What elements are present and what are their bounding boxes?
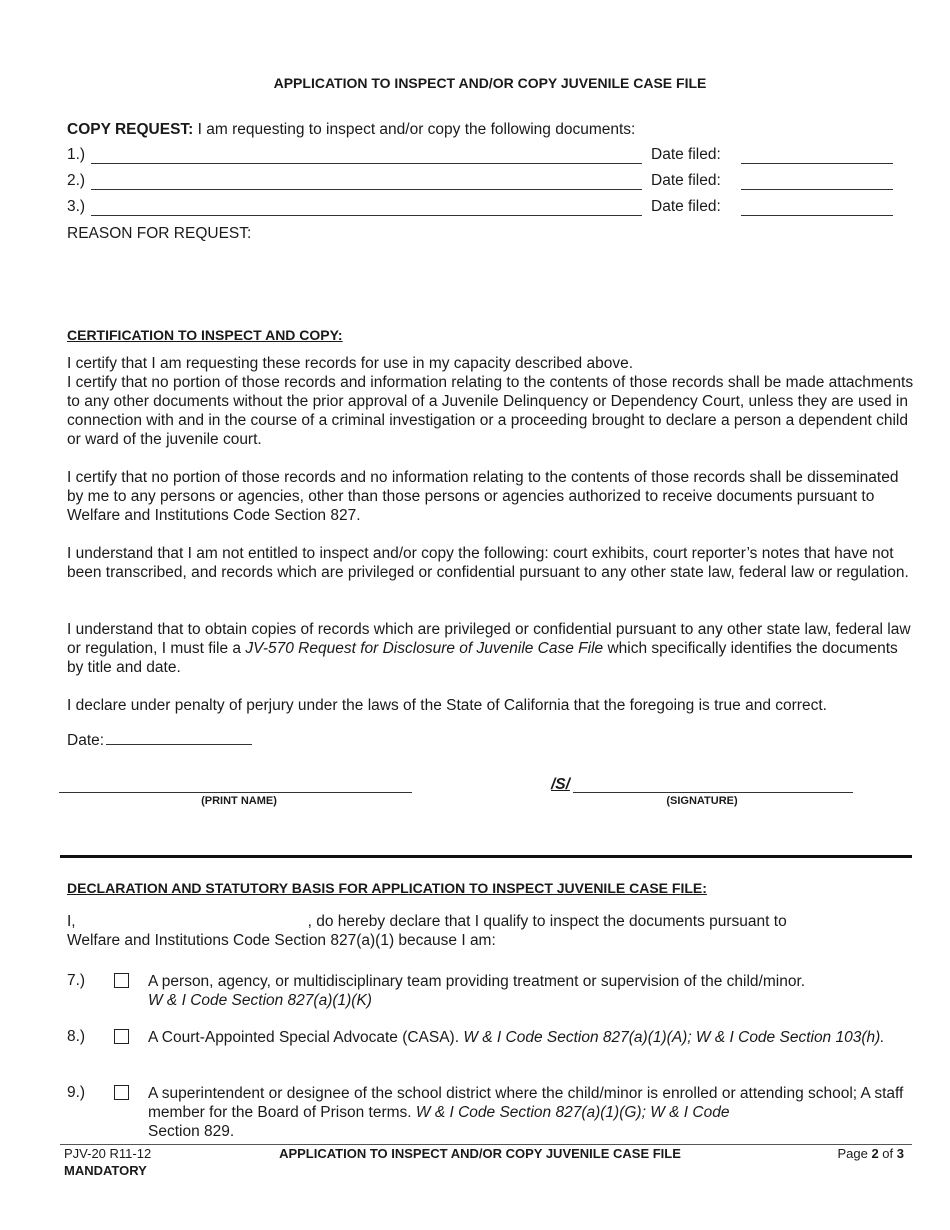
date-filed-field[interactable]	[741, 163, 893, 164]
item-9-number: 9.)	[67, 1084, 86, 1101]
row-number: 1.)	[67, 146, 86, 163]
declaration-intro	[67, 912, 917, 950]
date-filed-label: Date filed:	[651, 172, 721, 189]
item-9-checkbox[interactable]	[114, 1085, 129, 1100]
document-title: APPLICATION TO INSPECT AND/OR COPY JUVENILE CASE FILE	[273, 75, 707, 91]
declaration-heading: DECLARATION AND STATUTORY BASIS FOR APPLICATION TO INSPECT JUVENILE CASE FILE:	[67, 880, 707, 896]
date-filed-field[interactable]	[741, 215, 893, 216]
certification-paragraph-3: I certify that no portion of those records and no information relating to the contents of those records shall be disseminated by me to any persons or agencies, other than those persons or agencies authorized to receive documents pursuant to Welfare and Institutions Code Section 827.	[67, 469, 899, 524]
signature-mark: /S/	[551, 776, 570, 793]
copy-request-heading	[67, 121, 635, 139]
reason-for-request-label: REASON FOR REQUEST:	[67, 225, 252, 242]
item-9-text	[148, 1084, 908, 1141]
page-indicator	[837, 1146, 904, 1161]
item-7-checkbox[interactable]	[114, 973, 129, 988]
item-7-text	[148, 972, 908, 1010]
document-row-3	[67, 198, 907, 220]
item-7-citation: W & I Code Section 827(a)(1)(K)	[148, 992, 372, 1009]
copy-request-text: I am requesting to inspect and/or copy the following documents:	[193, 121, 636, 138]
item-7-description: A person, agency, or multidisciplinary team providing treatment or supervision of the child/minor.	[148, 973, 806, 990]
document-row-1	[67, 146, 907, 168]
intro-rest: , do hereby declare that I qualify to inspect the documents pursuant to	[307, 913, 787, 930]
certification-paragraph-1: I certify that I am requesting these records for use in my capacity described above.	[67, 355, 634, 372]
item-9-tail: Section 829.	[148, 1123, 235, 1140]
item-8-citation: W & I Code Section 827(a)(1)(A); W & I Code Section 103(h).	[463, 1029, 885, 1046]
of-word: of	[878, 1146, 897, 1161]
item-8-text	[148, 1028, 908, 1047]
item-7-number: 7.)	[67, 972, 86, 989]
item-8-checkbox[interactable]	[114, 1029, 129, 1044]
p5-after: which specifically identifies the documents by title and date.	[67, 640, 898, 676]
page-word: Page	[837, 1146, 872, 1161]
jv570-form-title: JV-570 Request for Disclosure of Juvenile Case File	[245, 640, 604, 657]
intro-line2: Welfare and Institutions Code Section 827(a)(1) because I am:	[67, 932, 496, 949]
intro-i: I,	[67, 913, 76, 930]
mandatory-label: MANDATORY	[64, 1163, 147, 1178]
signature-field[interactable]	[573, 792, 853, 793]
certification-paragraph-5	[67, 620, 917, 677]
item-9-description: A superintendent or designee of the school district where the child/minor is enrolled or attending school; A staff member for the Board of Prison terms.	[148, 1085, 904, 1121]
signature-label: (SIGNATURE)	[666, 795, 738, 807]
form-id: PJV-20 R11-12	[64, 1146, 152, 1161]
date-label: Date:	[67, 732, 105, 749]
document-row-2	[67, 172, 907, 194]
document-name-field[interactable]	[91, 215, 642, 216]
certification-date	[67, 730, 252, 750]
copy-request-label: COPY REQUEST:	[67, 121, 194, 138]
declaration-under-penalty: I declare under penalty of perjury under the laws of the State of California that the foregoing is true and correct.	[67, 697, 827, 714]
row-number: 3.)	[67, 198, 86, 215]
print-name-label: (PRINT NAME)	[201, 795, 277, 807]
page-total: 3	[896, 1146, 904, 1161]
item-9-citation: W & I Code Section 827(a)(1)(G); W & I Code	[415, 1104, 730, 1121]
document-name-field[interactable]	[91, 189, 642, 190]
document-name-field[interactable]	[91, 163, 642, 164]
p5-before: I understand that to obtain copies of records which are privileged or confidential pursuant to any other state law, federal law or regulation, I must file a	[67, 621, 911, 657]
date-filed-label: Date filed:	[651, 146, 721, 163]
date-filed-field[interactable]	[741, 189, 893, 190]
section-divider	[60, 855, 912, 858]
print-name-field[interactable]	[59, 792, 412, 793]
date-field[interactable]	[106, 730, 252, 745]
date-filed-label: Date filed:	[651, 198, 721, 215]
row-number: 2.)	[67, 172, 86, 189]
page-number: 2	[871, 1146, 879, 1161]
certification-paragraph-2: I certify that no portion of those records and information relating to the contents of those records shall be made attachments to any other documents without the prior approval of a Juvenile Delinquency or Dependency Court, unless they are used in connection with and in the course of a criminal investigation or a proceeding brought to declare a person a dependent child or ward of the juvenile court.	[67, 374, 914, 448]
footer-title: APPLICATION TO INSPECT AND/OR COPY JUVENILE CASE FILE	[279, 1146, 681, 1161]
certification-heading: CERTIFICATION TO INSPECT AND COPY:	[67, 327, 343, 343]
item-8-number: 8.)	[67, 1028, 86, 1045]
certification-paragraph-4: I understand that I am not entitled to inspect and/or copy the following: court exhibits, court reporter’s notes that have not been transcribed, and records which are privileged or confidential pursuant to any other state law, federal law or regulation.	[67, 545, 909, 581]
item-8-description: A Court-Appointed Special Advocate (CASA).	[148, 1029, 464, 1046]
footer-divider	[60, 1144, 912, 1145]
